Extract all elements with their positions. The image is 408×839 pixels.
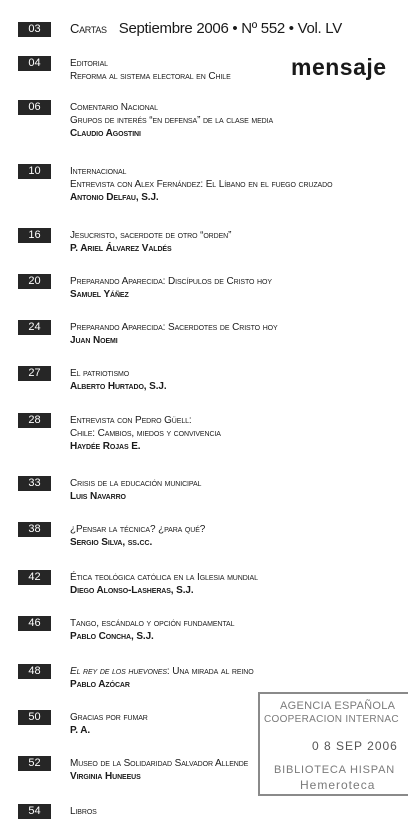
- entry-title-line: Chile: Cambios, miedos y convivencia: [70, 428, 221, 439]
- entry-author: Pablo Azócar: [70, 679, 130, 690]
- entry-author: P. Ariel Álvarez Valdés: [70, 243, 172, 254]
- entry-text: [70, 477, 408, 503]
- page-number-badge: 52: [18, 756, 51, 771]
- page-number-badge: 10: [18, 164, 51, 179]
- entry-title-line: Preparando Aparecida: Sacerdotes de Cristo hoy: [70, 322, 278, 333]
- page-number-badge: 27: [18, 366, 51, 381]
- entry-author: Luis Navarro: [70, 491, 126, 502]
- entry-title-line: Ética teológica católica en la Iglesia mundial: [70, 572, 258, 583]
- entry-title-line: Entrevista con Pedro Güell:: [70, 415, 192, 426]
- entry-title-line: ¿Pensar la técnica? ¿para qué?: [70, 524, 206, 535]
- entry-title-line: Preparando Aparecida: Discípulos de Cristo hoy: [70, 276, 272, 287]
- entry-title-line: Jesucristo, sacerdote de otro “orden”: [70, 230, 232, 241]
- entry-text: [70, 367, 408, 393]
- entry-text: [70, 414, 408, 453]
- entry-author: Virginia Huneeus: [70, 771, 141, 782]
- entry-author: P. A.: [70, 725, 91, 736]
- entry-author: Haydée Rojas E.: [70, 441, 141, 452]
- page-number-badge: 16: [18, 228, 51, 243]
- entry-author: Sergio Silva, ss.cc.: [70, 537, 153, 548]
- page-number-badge: 50: [18, 710, 51, 725]
- library-stamp: [258, 692, 408, 796]
- entry-title-line: Gracias por fumar: [70, 712, 148, 723]
- entry-title-line: Grupos de interés “en defensa” de la clase media: [70, 115, 274, 126]
- entry-title-line: El patriotismo: [70, 368, 130, 379]
- entry-title-line: Internacional: [70, 166, 127, 177]
- entry-author: Antonio Delfau, S.J.: [70, 192, 159, 203]
- entry-text: [70, 57, 408, 83]
- stamp-line-4: BIBLIOTECA HISPAN: [274, 764, 395, 776]
- page-number-badge: 24: [18, 320, 51, 335]
- section-cartas[interactable]: Cartas: [70, 21, 107, 36]
- entry-text: [70, 665, 408, 691]
- book-title: El rey de los huevones: [70, 666, 167, 677]
- entry-text: [70, 617, 408, 643]
- entry-title-line: Museo de la Solidaridad Salvador Allende: [70, 758, 249, 769]
- page-number-badge: 54: [18, 804, 51, 819]
- entry-title-line: Libros: [70, 806, 97, 817]
- entry-text: [70, 275, 408, 301]
- entry-author: Diego Alonso-Lasheras, S.J.: [70, 585, 194, 596]
- entry-title-line: Crisis de la educación municipal: [70, 478, 202, 489]
- page-number-badge: 46: [18, 616, 51, 631]
- entry-author: Samuel Yáñez: [70, 289, 129, 300]
- entry-title-line: Tango, escándalo y opción fundamental: [70, 618, 235, 629]
- stamp-line-1: AGENCIA ESPAÑOLA: [280, 700, 396, 712]
- entry-title-line: El rey de los huevones: Una mirada al reino: [70, 666, 254, 677]
- page-number-badge: 04: [18, 56, 51, 71]
- page-number-badge: 38: [18, 522, 51, 537]
- stamp-line-2: COOPERACION INTERNAC: [264, 714, 399, 725]
- entry-text: [70, 321, 408, 347]
- page-number-badge: 28: [18, 413, 51, 428]
- entry-author: Alberto Hurtado, S.J.: [70, 381, 167, 392]
- entry-text: [70, 229, 408, 255]
- entry-title-line: Entrevista con Alex Fernández: El Líbano en el fuego cruzado: [70, 179, 333, 190]
- issue-line: [70, 20, 342, 37]
- entry-title-line: Comentario Nacional: [70, 102, 158, 113]
- entry-text: [70, 571, 408, 597]
- entry-text: [70, 523, 408, 549]
- page-number-badge: 20: [18, 274, 51, 289]
- stamp-date: 0 8 SEP 2006: [312, 739, 398, 753]
- page-number-badge: 42: [18, 570, 51, 585]
- page-number-badge: 03: [18, 22, 51, 37]
- page-number-badge: 48: [18, 664, 51, 679]
- page-number-badge: 06: [18, 100, 51, 115]
- entry-author: Juan Noemi: [70, 335, 118, 346]
- page-number-badge: 33: [18, 476, 51, 491]
- entry-text: [70, 101, 408, 140]
- entry-text: [70, 805, 408, 818]
- entry-title-line: Reforma al sistema electoral en Chile: [70, 71, 231, 82]
- entry-author: Pablo Concha, S.J.: [70, 631, 154, 642]
- entry-title-line: Editorial: [70, 58, 108, 69]
- entry-author: Claudio Agostini: [70, 128, 141, 139]
- stamp-line-5: Hemeroteca: [300, 778, 376, 792]
- entry-text: [70, 165, 408, 204]
- mensaje-logo: mensaje: [291, 54, 387, 80]
- issue-info: Septiembre 2006 • Nº 552 • Vol. LV: [118, 20, 342, 37]
